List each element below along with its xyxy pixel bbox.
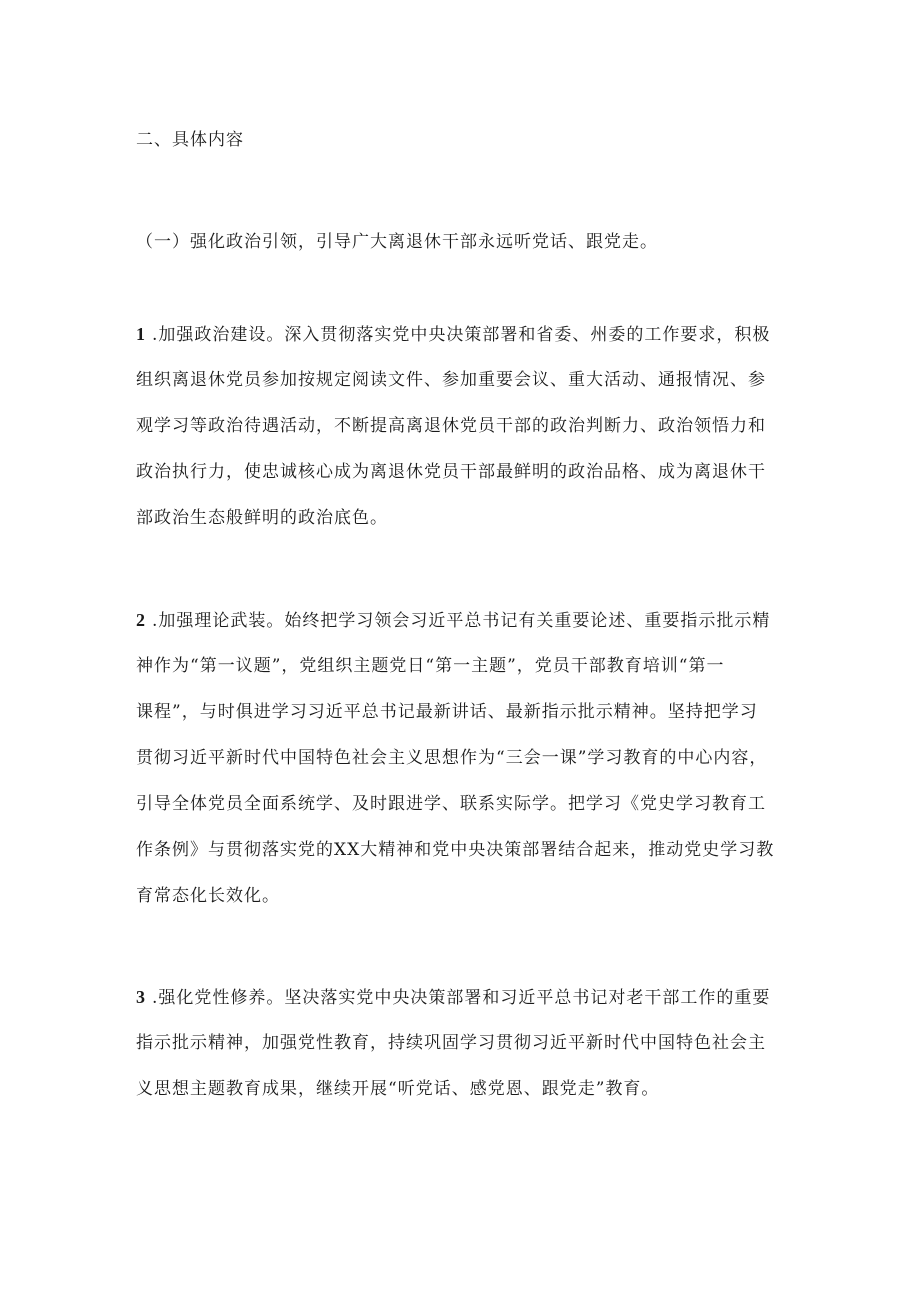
paragraph-1-line-4: 政治执行力，使忠诚核心成为离退休党员干部最鲜明的政治品格、成为离退休干: [136, 462, 766, 482]
section-heading: 二、具体内容: [136, 130, 244, 150]
paragraph-3-line-2: 指示批示精神，加强党性教育，持续巩固学习贯彻习近平新时代中国特色社会主: [136, 1033, 766, 1053]
paragraph-2-line-4: 贯彻习近平新时代中国特色社会主义思想作为“三会一课”学习教育的中心内容，: [136, 748, 768, 768]
paragraph-2-line-3: 课程”，与时俱进学习习近平总书记最新讲话、最新指示批示精神。坚持把学习: [136, 702, 758, 722]
paragraph-1-line-2: 组织离退休党员参加按规定阅读文件、参加重要会议、重大活动、通报情况、参: [136, 370, 766, 390]
paragraph-1-line-3: 观学习等政治待遇活动，不断提高离退休党员干部的政治判断力、政治领悟力和: [136, 416, 766, 436]
paragraph-text: .加强理论武装。始终把学习领会习近平总书记有关重要论述、重要指示批示精: [152, 611, 771, 631]
paragraph-2-line-6: 作条例》与贯彻落实党的XX大精神和党中央决策部署结合起来，推动党史学习教: [136, 840, 775, 860]
paragraph-2-line-1: [136, 608, 796, 633]
paragraph-text: .加强政治建设。深入贯彻落实党中央决策部署和省委、州委的工作要求，积极: [152, 325, 771, 345]
paragraph-2-line-5: 引导全体党员全面系统学、及时跟进学、联系实际学。把学习《党史学习教育工: [136, 794, 766, 814]
item-number: 1: [136, 324, 146, 344]
item-number: 2: [136, 610, 146, 630]
paragraph-2-line-2: 神作为“第一议题”，党组织主题党日“第一主题”，党员干部教育培训“第一: [136, 656, 725, 676]
paragraph-2-line-7: 育常态化长效化。: [136, 886, 280, 906]
paragraph-1-line-5: 部政治生态般鲜明的政治底色。: [136, 508, 388, 528]
item-number: 3: [136, 987, 146, 1007]
paragraph-1-line-1: [136, 322, 796, 347]
paragraph-3-line-3: 义思想主题教育成果，继续开展“听党话、感党恩、跟党走”教育。: [136, 1079, 660, 1099]
paragraph-3-line-1: [136, 985, 796, 1010]
subheading: （一）强化政治引领，引导广大离退休干部永远听党话、跟党走。: [136, 232, 658, 252]
paragraph-text: .强化党性修养。坚决落实党中央决策部署和习近平总书记对老干部工作的重要: [152, 988, 771, 1008]
